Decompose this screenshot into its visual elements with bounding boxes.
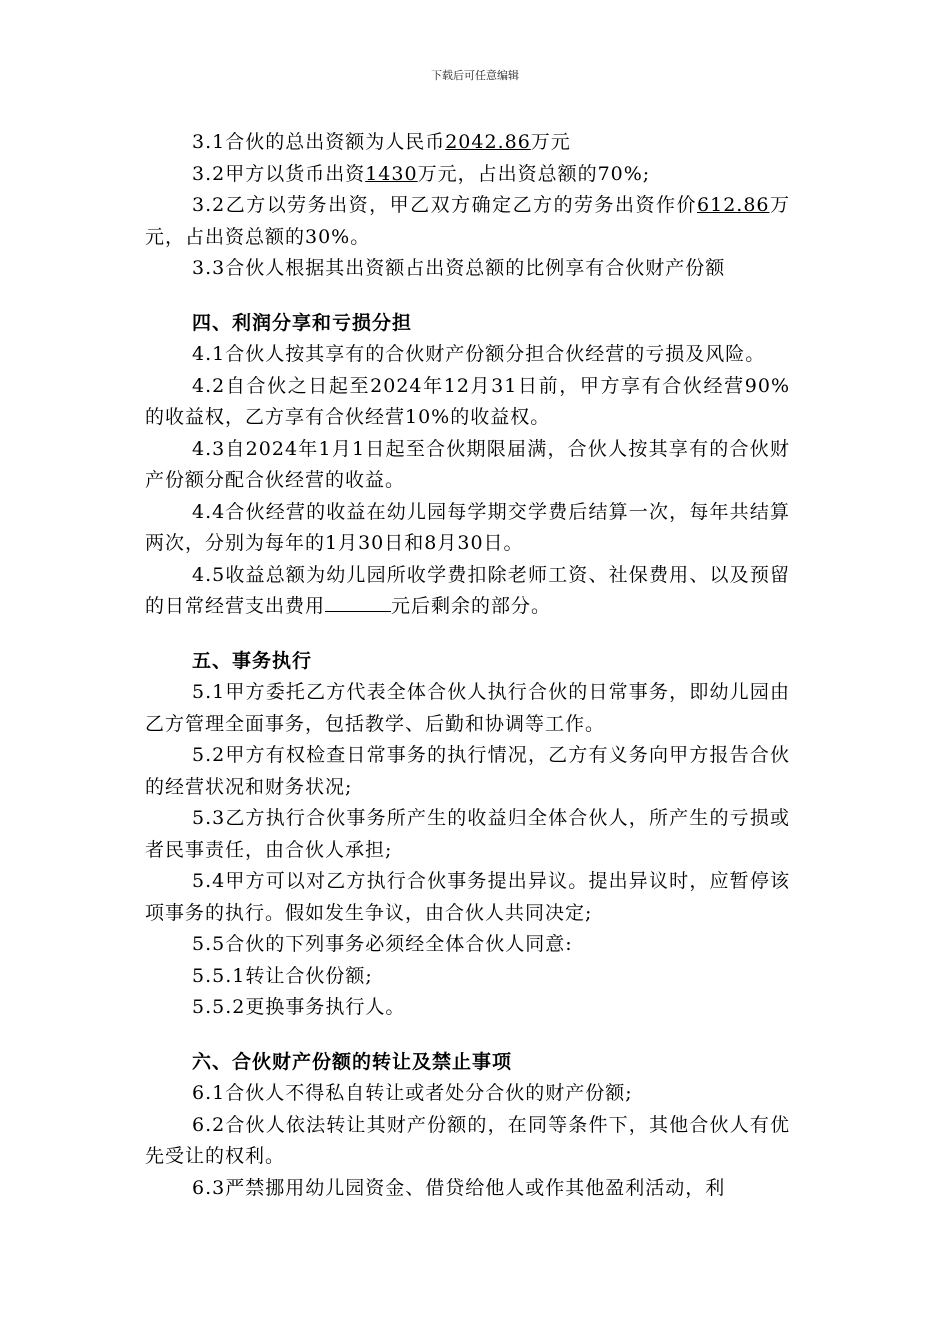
clause-5-5-1: 5.5.1转让合伙份额;: [192, 964, 373, 987]
clause-4-2: 4.2自合伙之日起至2024年12月31日前，甲方享有合伙经营90%的收益权，乙方享有合伙经营10%的收益权。: [145, 374, 790, 428]
fill-in-blank: [325, 593, 391, 612]
header-note: 下载后可任意编辑: [431, 69, 519, 82]
clause-6-1: 6.1合伙人不得私自转让或者处分合伙的财产份额;: [192, 1082, 633, 1104]
clause-3-1: 3.1合伙的总出资额为人民币2042.86万元: [192, 131, 571, 153]
clause-4-1: 4.1合伙人按其享有的合伙财产份额分担合伙经营的亏损及风险。: [192, 343, 766, 365]
party-a-capital-amount: 1430: [365, 162, 418, 185]
clause-5-2: 5.2甲方有权检查日常事务的执行情况，乙方有义务向甲方报告合伙的经营状况和财务状况;: [145, 744, 790, 798]
clause-5-5-2: 5.5.2更换事务执行人。: [192, 996, 406, 1018]
clause-4-5: 4.5收益总额为幼儿园所收学费扣除老师工资、社保费用、以及预留的日常经营支出费用 元后剩余的部分。: [145, 563, 790, 617]
clause-4-3: 4.3自2024年1月1日起至合伙期限届满，合伙人按其享有的合伙财产份额分配合伙经营的收益。: [145, 437, 790, 491]
clause-4-4: 4.4合伙经营的收益在幼儿园每学期交学费后结算一次，每年共结算两次，分别为每年的1月30日和8月30日。: [145, 500, 790, 554]
document-body: [145, 127, 790, 1204]
clause-5-5: 5.5合伙的下列事务必须经全体合伙人同意:: [192, 933, 573, 955]
clause-3-2-party-a: 3.2甲方以货币出资1430万元，占出资总额的70%;: [192, 162, 651, 185]
clause-5-4: 5.4甲方可以对乙方执行合伙事务提出异议。提出异议时，应暂停该项事务的执行。假如发生争议，由合伙人共同决定;: [145, 870, 790, 924]
clause-5-3: 5.3乙方执行合伙事务所产生的收益归全体合伙人，所产生的亏损或者民事责任，由合伙人承担;: [145, 807, 790, 861]
clause-3-2-party-b: 3.2乙方以劳务出资，甲乙双方确定乙方的劳务出资作价612.86万元，占出资总额的30%。: [145, 194, 790, 248]
party-b-labor-amount: 612.86: [697, 194, 770, 216]
section-heading-transfer: 六、合伙财产份额的转让及禁止事项: [192, 1050, 513, 1073]
section-heading-profit: 四、利润分享和亏损分担: [192, 311, 413, 334]
total-capital-amount: 2042.86: [445, 131, 531, 153]
clause-6-3: 6.3严禁挪用幼儿园资金、借贷给他人或作其他盈利活动，利: [192, 1176, 726, 1199]
clause-5-1: 5.1甲方委托乙方代表全体合伙人执行合伙的日常事务，即幼儿园由乙方管理全面事务，包括教学、后勤和协调等工作。: [145, 681, 790, 735]
clause-3-3: 3.3合伙人根据其出资额占出资总额的比例享有合伙财产份额: [192, 257, 726, 279]
section-heading-affairs: 五、事务执行: [192, 649, 313, 672]
clause-6-2: 6.2合伙人依法转让其财产份额的，在同等条件下，其他合伙人有优先受让的权利。: [145, 1113, 790, 1167]
